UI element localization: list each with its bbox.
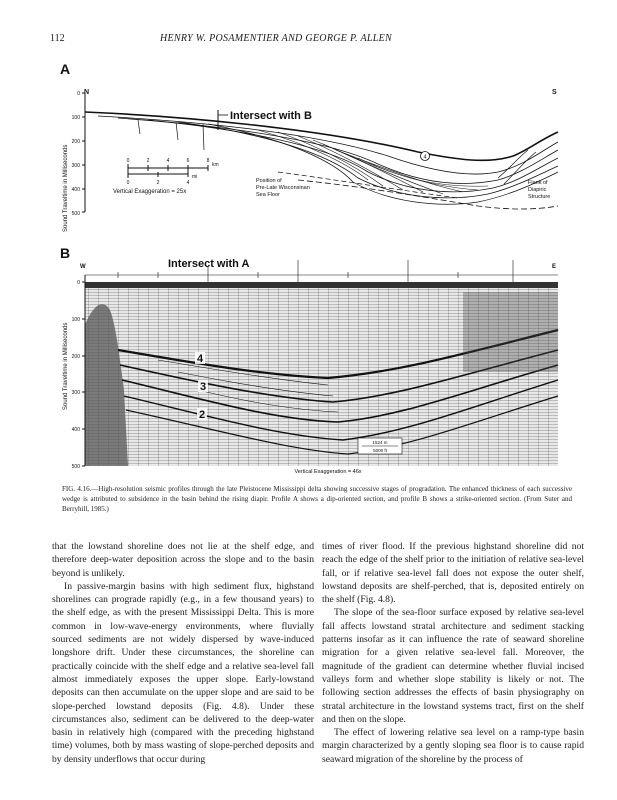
scale-km-tick-2: 2 (146, 158, 150, 164)
panel-b-y-ticks (72, 280, 85, 470)
scale-km-tick-4: 4 (166, 158, 170, 164)
panel-a-vertical-exaggeration: Vertical Exaggeration = 25x (113, 189, 187, 195)
panel-a-tick-300: 300 (71, 163, 80, 169)
body-right-paragraph-2: The slope of the sea-floor surface exposed by relative sea-level fall affects lowstand stratal architecture and sediment stacking patterns insofar as it can influence the rate of seaward shoreline migration for a given relative sea-level fall. Moreover, the magnitude of the gradient can determine whether fluvial incised valleys form and whether slope stability is likely or not. The following section addresses the effects of basin physiography on stratal architecture in the lowstand systems tract, first on the shelf and then on the slope. (322, 607, 584, 725)
panel-a-label: A (60, 61, 71, 77)
body-column-left (52, 540, 314, 766)
running-head (50, 33, 570, 47)
scale-mi-tick-0: 0 (126, 180, 130, 186)
sea-floor-note-line-3: Sea Floor (256, 192, 280, 198)
flank-note-line-2: Diapiric (528, 187, 547, 193)
panel-b-unit-3: 3 (199, 381, 207, 393)
panel-b-label: B (60, 245, 71, 261)
panel-b-west-label: W (80, 264, 86, 270)
page-number: 112 (50, 33, 65, 44)
panel-a-tick-500: 500 (71, 211, 80, 217)
panel-b-tick-0: 0 (77, 280, 80, 286)
body-right-paragraph-1: times of river flood. If the previous highstand shoreline did not reach the edge of the shelf prior to the initiation of relative sea-level fall, or if relative sea-level fall does not expose the outer shelf, lowstand deposits are shelf-perched, that is, deposited entirely on the shelf (Fig. 4.8). (322, 541, 584, 606)
panel-b-tick-200: 200 (71, 354, 80, 360)
panel-b-east-label: E (552, 264, 557, 270)
panel-b-tick-300: 300 (71, 390, 80, 396)
figure-4-16 (58, 60, 563, 475)
figure-caption: FIG. 4.16.—High-resolution seismic profiles through the late Pleistocene Mississippi delta showing successive stages of progradation. The enhanced thickness of each successive wedge is attributed to subsidence in the basin behind the rising diapir. Profile A shows a dip-oriented section, and profile B shows a strike-oriented section. (From Suter and Berryhill, 1985.) (62, 485, 572, 513)
panel-b-shotpoint-ticks (85, 260, 558, 282)
panel-b-intersect-label: Intersect with A (168, 258, 250, 270)
panel-a-tick-400: 400 (71, 187, 80, 193)
panel-b-scale-meters: 1524 m (372, 440, 388, 445)
panel-a-north-label: N (84, 89, 90, 96)
panel-a-intersect-label: Intersect with B (230, 110, 312, 122)
scale-km-unit: km (212, 162, 219, 168)
body-column-right (322, 540, 584, 766)
flank-note-line-1: Flank of (528, 180, 548, 186)
panel-a-y-axis-label: Sound Traveltime in Milliseconds (63, 144, 69, 232)
panel-b-tick-100: 100 (71, 317, 80, 323)
panel-a-scale-bar (127, 158, 219, 186)
panel-a-tick-0: 0 (77, 91, 80, 97)
panel-a-south-label: S (552, 89, 557, 96)
panel-b-y-axis-label: Sound Traveltime in Milliseconds (63, 322, 69, 410)
scale-mi-unit: mi (192, 174, 198, 180)
scale-mi-tick-4: 4 (186, 180, 190, 186)
sea-floor-note-line-1: Position of (256, 178, 282, 184)
body-left-paragraph-2: In passive-margin basins with high sediment flux, highstand shorelines can prograde rapidly (e.g., in a few thousand years) to the shelf edge, as with the present Mississippi Delta. This is more common in low-wave-energy environments, where fluvially sourced sediments are not widely dispersed by wave-induced longshore drift. Under these circumstances, the shoreline can practically coincide with the shelf edge and a relative sea-level fall almost immediately exposes the upper slope. Early-lowstand deposits can then accumulate on the upper slope and are said to be slope-perched lowstand deposits (Fig. 4.8). Under these circumstances also, sediment can be delivered to the deep-water basin in relatively high (compared with the preceding highstand time) volumes, both by mass wasting of slope-perched deposits and by density underflows that occur during (52, 580, 314, 765)
sea-floor-note-line-2: Pre-Late Wisconsinan (256, 185, 310, 191)
panel-a-y-ticks (72, 91, 85, 217)
scale-mi-tick-2: 2 (156, 180, 160, 186)
panel-b-unit-4: 4 (196, 353, 204, 365)
scale-km-tick-8: 8 (206, 158, 210, 164)
running-head-authors: HENRY W. POSAMENTIER AND GEORGE P. ALLEN (160, 33, 393, 44)
panel-a-tick-200: 200 (71, 139, 80, 145)
panel-a-tick-100: 100 (71, 115, 80, 121)
scale-km-tick-6: 6 (186, 158, 190, 164)
seismic-figure-svg (58, 60, 563, 475)
panel-b-vertical-exaggeration: Vertical Exaggeration = 46x (294, 469, 362, 475)
panel-b-scale-feet: 5000 ft (373, 448, 387, 453)
panel-a-circle-number: 4 (423, 154, 427, 161)
body-right-paragraph-3: The effect of lowering relative sea level on a ramp-type basin margin characterized by a gently sloping sea floor is to cause rapid seaward migration of the shoreline by the process of (322, 727, 584, 765)
body-left-paragraph-1: that the lowstand shoreline does not lie at the shelf edge, and therefore deep-water deposition across the slope and to the basin beyond is unlikely. (52, 541, 314, 579)
panel-b-tick-400: 400 (71, 427, 80, 433)
scale-km-tick-0: 0 (126, 158, 130, 164)
panel-b-tick-500: 500 (71, 464, 80, 470)
panel-b-unit-2: 2 (198, 409, 206, 421)
flank-note-line-3: Structure (528, 194, 551, 200)
